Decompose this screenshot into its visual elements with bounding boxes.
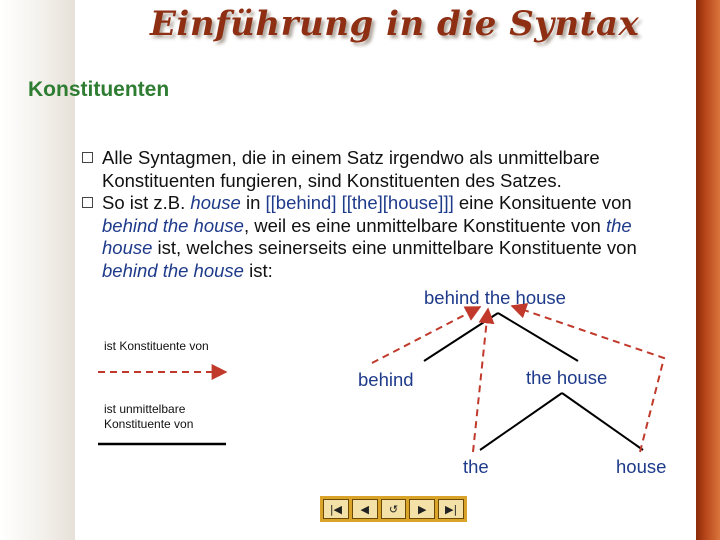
term-behind-the-house: behind the house [102,214,244,236]
node-behind: behind [358,369,414,390]
section-heading: Konstituenten [28,78,170,101]
node-the-house: the house [526,367,608,388]
term-the-house: the house [102,214,632,258]
last-icon[interactable]: ▶| [438,499,464,519]
bullet-text-2a: So ist z.B. [102,192,191,213]
legend-solid-label-2: Konstituente von [104,417,194,431]
first-icon[interactable]: |◀ [323,499,349,519]
bullet-text-2c: eine Konsituente von [453,192,632,213]
back-icon[interactable]: ◀ [352,499,378,519]
slide-title: Einführung in die Syntax [150,4,640,44]
term-house: house [190,192,241,213]
edge-root-thehouse [498,313,578,361]
bullet-text-1: Alle Syntagmen, die in einem Satz irgendwo als unmittelbare Konstituenten fungieren, sind Konstituenten des Satzes. [102,147,600,191]
edge-thehouse-the [480,393,562,450]
bullet-text-2b: in [240,192,266,213]
bracket-notation: [[behind] [[the][house]]] [265,192,454,213]
edge-thehouse-house [562,393,643,450]
slide-nav-bar [320,496,467,522]
node-root: behind the house [424,287,566,308]
node-the: the [463,456,489,477]
return-icon[interactable]: ↺ [381,499,407,519]
term-behind-the-house-2: behind the house [102,259,244,281]
dashed-edge-the-root [473,309,488,452]
bullet-text-2e: ist, welches seinerseits eine unmittelbare Konstituente von [152,237,637,258]
bullet-text-2d: , weil es eine unmittelbare Konstituente von [243,214,606,236]
bullet-text-2f: ist: [243,259,273,281]
node-house: house [616,456,667,477]
forward-icon[interactable]: ▶ [409,499,435,519]
legend-dashed-label: ist Konstituente von [104,339,209,353]
legend-solid-label-1: ist unmittelbare [104,402,186,416]
